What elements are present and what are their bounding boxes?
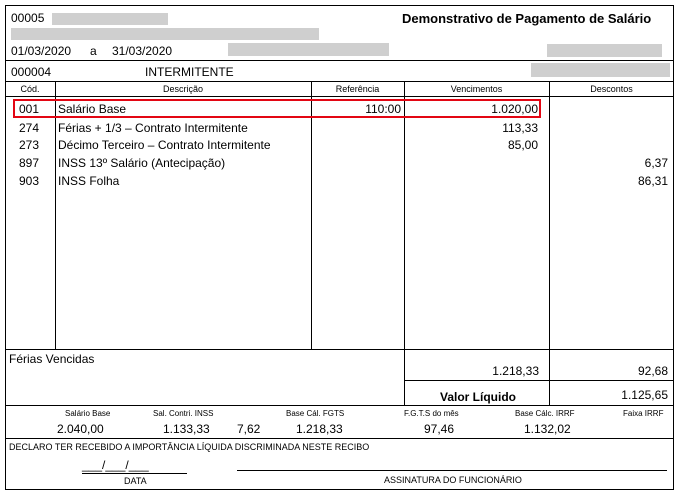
fgts-mes-label: F.G.T.S do mês — [404, 409, 459, 418]
column-divider — [311, 81, 312, 349]
divider — [5, 438, 674, 439]
row-cod: 274 — [19, 121, 40, 135]
row-descontos: 86,31 — [637, 174, 668, 188]
total-descontos: 92,68 — [637, 364, 668, 378]
row-cod: 001 — [19, 102, 40, 116]
date-underline — [82, 473, 187, 474]
redacted-address — [11, 28, 319, 40]
redacted-field-2 — [547, 44, 662, 57]
row-referencia: 110:00 — [365, 102, 401, 116]
sal-contr-inss-value: 1.133,33 — [163, 422, 210, 436]
row-descontos: 6,37 — [644, 156, 668, 170]
redacted-employee-info — [531, 63, 670, 77]
salario-base-value: 2.040,00 — [57, 422, 104, 436]
company-code: 00005 — [11, 11, 45, 25]
divider — [5, 60, 674, 61]
highlight-box — [13, 99, 541, 118]
row-cod: 903 — [19, 174, 40, 188]
valor-liquido-value: 1.125,65 — [621, 388, 668, 402]
period-separator: a — [90, 44, 97, 58]
divider — [5, 96, 674, 97]
redacted-company-name — [52, 13, 168, 25]
inss-rate-value: 7,62 — [237, 422, 261, 436]
period-start: 01/03/2020 — [11, 44, 72, 58]
row-cod: 273 — [19, 138, 40, 152]
sal-contr-inss-label: Sal. Contri. INSS — [153, 409, 214, 418]
column-divider — [549, 81, 550, 405]
redacted-field-1 — [228, 43, 389, 56]
divider — [5, 349, 674, 350]
ferias-vencidas-note: Férias Vencidas — [9, 352, 95, 366]
document-title: Demonstrativo de Pagamento de Salário — [402, 11, 652, 26]
salario-base-label: Salário Base — [65, 409, 111, 418]
employee-role: INTERMITENTE — [145, 65, 234, 79]
divider — [5, 81, 674, 82]
column-header-referencia: Referência — [335, 84, 380, 94]
base-calc-fgts-label: Base Cál. FGTS — [286, 409, 345, 418]
row-cod: 897 — [19, 156, 40, 170]
row-descricao: INSS Folha — [58, 174, 120, 188]
date-label: DATA — [124, 476, 147, 486]
base-calc-irrf-value: 1.132,02 — [524, 422, 571, 436]
period-end: 31/03/2020 — [112, 44, 173, 58]
row-vencimentos: 85,00 — [507, 138, 538, 152]
column-header-vencimentos: Vencimentos — [450, 84, 503, 94]
row-descricao: Salário Base — [58, 102, 127, 116]
declaration-text: DECLARO TER RECEBIDO A IMPORTÂNCIA LÍQUIDA DISCRIMINADA NESTE RECIBO — [9, 442, 370, 452]
row-descricao: INSS 13º Salário (Antecipação) — [58, 156, 226, 170]
date-field: ___/___/___ — [82, 458, 149, 472]
valor-liquido-label: Valor Líquido — [440, 390, 517, 404]
signature-label: ASSINATURA DO FUNCIONÁRIO — [384, 475, 522, 485]
faixa-irrf-label: Faixa IRRF — [623, 409, 664, 418]
column-divider — [55, 81, 56, 349]
base-calc-irrf-label: Base Cálc. IRRF — [515, 409, 575, 418]
fgts-mes-value: 97,46 — [424, 422, 455, 436]
row-vencimentos: 1.020,00 — [491, 102, 538, 116]
row-descricao: Férias + 1/3 – Contrato Intermitente — [58, 121, 248, 135]
row-vencimentos: 113,33 — [502, 121, 538, 135]
divider — [5, 405, 674, 406]
column-header-descricao: Descrição — [162, 84, 203, 94]
total-vencimentos: 1.218,33 — [492, 364, 539, 378]
divider — [404, 380, 674, 381]
signature-line — [237, 470, 667, 471]
row-descricao: Décimo Terceiro – Contrato Intermitente — [58, 138, 271, 152]
employee-code: 000004 — [11, 65, 52, 79]
column-header-cod: Cód. — [20, 84, 40, 94]
column-header-descontos: Descontos — [590, 84, 633, 94]
base-calc-fgts-value: 1.218,33 — [296, 422, 343, 436]
